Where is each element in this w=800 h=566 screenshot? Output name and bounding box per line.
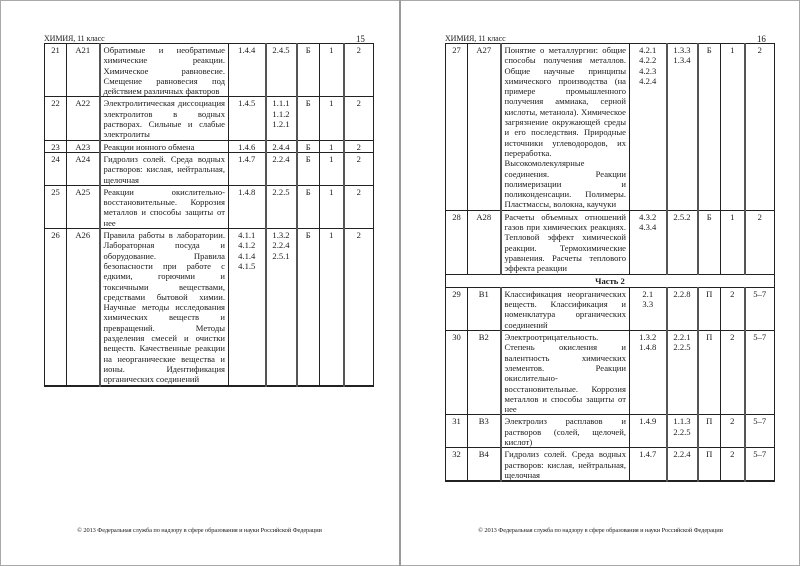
code-value: 2.4.4 [272,141,290,152]
task-description: Понятие о металлургии: общие способы получения металлов. Общие научные принципы химического производства (на примере промышленного получения аммиака, серной кислоты, метанола). Химическое загрязнение окружающей среды и его последствия. Природные источники углеводородов, их переработка. Высокомолекулярные соединения. Реакции полимеризации и поликонденсации. Полимеры. Пластмассы, волокна, каучуки [501,44,630,211]
difficulty-level: Б [297,44,320,97]
max-score: 1 [320,152,344,185]
content-codes [229,152,266,185]
table-row [45,185,374,228]
task-code: B2 [468,331,501,415]
time-minutes: 2 [344,229,374,386]
skill-codes [266,97,297,140]
skill-codes [667,415,698,448]
page-15 [0,0,399,566]
skill-codes [266,140,297,152]
table-row [446,210,775,274]
skill-codes [667,210,698,274]
max-score: 1 [320,97,344,140]
task-code: A24 [67,152,100,185]
time-minutes: 2 [344,152,374,185]
content-codes [630,287,667,330]
code-value: 2.2.5 [673,342,691,353]
code-value: 1.4.4 [238,45,256,55]
difficulty-level: Б [297,185,320,228]
task-number: 23 [45,140,67,152]
task-number: 26 [45,229,67,386]
skill-codes [667,44,698,211]
skill-codes [266,44,297,97]
max-score: 1 [320,44,344,97]
code-value: 2.2.8 [673,288,691,299]
code-value: 4.2.1 [639,45,657,55]
table-row [45,97,374,140]
task-code: A26 [67,229,100,386]
difficulty-level: П [698,415,721,448]
table-row [446,448,775,481]
task-number: 32 [446,448,468,481]
spec-table [44,43,374,387]
task-number: 31 [446,415,468,448]
content-codes [229,140,266,152]
content-codes [229,44,266,97]
task-code: A21 [67,44,100,97]
skill-codes [667,331,698,415]
task-number: 28 [446,210,468,274]
code-value: 1.4.7 [238,153,256,164]
table-row [45,44,374,97]
max-score: 1 [721,210,745,274]
table-row [45,140,374,152]
code-value: 1.3.2 [639,332,657,343]
difficulty-level: Б [297,97,320,140]
max-score: 1 [721,44,745,211]
task-description: Гидролиз солей. Среда водных растворов: кислая, нейтральная, щелочная [100,152,229,185]
task-description: Расчеты объемных отношений газов при химических реакциях. Тепловой эффект химической реакции. Термохимические уравнения. Расчеты теплового эффекта реакции [501,210,630,274]
code-value: 2.5.2 [673,211,691,222]
code-value: 1.4.8 [639,342,657,353]
task-number: 27 [446,44,468,211]
table-row [446,331,775,415]
skill-codes [266,229,297,386]
skill-codes [266,185,297,228]
code-value: 2.2.4 [272,240,290,251]
code-value: 1.1.2 [272,108,290,119]
code-value: 1.2.1 [272,119,290,130]
page-16 [401,0,800,566]
code-value: 1.1.1 [272,98,290,109]
code-value: 2.1 [642,288,654,299]
code-value: 4.3.2 [639,211,657,222]
task-description: Гидролиз солей. Среда водных растворов: кислая, нейтральная, щелочная [501,448,630,481]
difficulty-level: П [698,287,721,330]
max-score: 1 [320,229,344,386]
code-value: 4.2.4 [639,75,657,86]
difficulty-level: П [698,448,721,481]
running-header: ХИМИЯ, 11 класс [44,34,105,43]
task-code: A22 [67,97,100,140]
task-description: Электролиз расплавов и растворов (солей, щелочей, кислот) [501,415,630,448]
code-value: 4.1.5 [238,260,256,271]
running-header: ХИМИЯ, 11 класс [445,34,506,43]
time-minutes: 5–7 [745,448,775,481]
code-value: 1.1.3 [673,416,691,427]
task-description: Электролитическая диссоциация электролитов в водных растворах. Сильные и слабые электролиты [100,97,229,140]
page-footer: © 2013 Федеральная служба по надзору в сфере образования и науки Российской Федерации [77,527,322,534]
task-code: B4 [468,448,501,481]
code-value: 2.5.1 [272,250,290,261]
code-value: 1.4.6 [238,141,256,152]
table-row [446,415,775,448]
task-number: 24 [45,152,67,185]
max-score: 1 [320,140,344,152]
code-value: 1.3.4 [673,55,691,66]
code-value: 4.2.3 [639,65,657,76]
task-code: A27 [468,44,501,211]
part-heading: Часть 2 [446,274,775,287]
code-value: 2.2.5 [272,186,290,197]
content-codes [630,448,667,481]
code-value: 1.4.5 [238,98,256,109]
code-value: 1.4.7 [639,449,657,460]
time-minutes: 2 [344,140,374,152]
code-value: 4.1.2 [238,240,256,251]
task-description: Реакции ионного обмена [100,140,229,152]
difficulty-level: П [698,331,721,415]
code-value: 1.4.8 [238,186,256,197]
code-value: 2.2.4 [673,449,691,460]
time-minutes: 5–7 [745,287,775,330]
code-value: 2.2.5 [673,426,691,437]
task-number: 30 [446,331,468,415]
task-code: B3 [468,415,501,448]
content-codes [229,185,266,228]
time-minutes: 2 [344,44,374,97]
time-minutes: 2 [344,97,374,140]
max-score: 2 [721,448,745,481]
task-number: 25 [45,185,67,228]
content-codes [630,210,667,274]
part-heading-row [446,274,775,287]
page-footer: © 2013 Федеральная служба по надзору в сфере образования и науки Российской Федерации [478,527,723,534]
code-value: 2.2.1 [673,332,691,343]
time-minutes: 2 [745,210,775,274]
task-code: A25 [67,185,100,228]
page-number: 15 [356,34,365,44]
code-value: 4.3.4 [639,222,657,233]
code-value: 2.4.5 [272,45,290,55]
task-code: A23 [67,140,100,152]
content-codes [630,44,667,211]
skill-codes [266,152,297,185]
time-minutes: 2 [344,185,374,228]
difficulty-level: Б [698,210,721,274]
max-score: 2 [721,287,745,330]
table-row [446,44,775,211]
time-minutes: 2 [745,44,775,211]
max-score: 1 [320,185,344,228]
task-description: Классификация неорганических веществ. Классификация и номенклатура органических соединений [501,287,630,330]
difficulty-level: Б [297,229,320,386]
task-number: 21 [45,44,67,97]
max-score: 2 [721,415,745,448]
task-number: 29 [446,287,468,330]
content-codes [630,331,667,415]
content-codes [229,229,266,386]
skill-codes [667,287,698,330]
code-value: 4.1.4 [238,250,256,261]
task-description: Электроотрицательность. Степень окисления и валентность химических элементов. Реакции окислительно-восстановительные. Коррозия металлов и способы защиты от нее [501,331,630,415]
difficulty-level: Б [698,44,721,211]
task-description: Правила работы в лаборатории. Лабораторная посуда и оборудование. Правила безопасности при работе с едкими, горючими и токсичными веществами, средствами бытовой химии. Научные методы исследования химических веществ и превращений. Методы разделения смесей и очистки веществ. Качественные реакции на неорганические вещества и ионы. Идентификация органических соединений [100,229,229,386]
task-number: 22 [45,97,67,140]
time-minutes: 5–7 [745,415,775,448]
task-description: Обратимые и необратимые химические реакции. Химическое равновесие. Смещение равновесия под действием различных факторов [100,44,229,97]
table-row [45,152,374,185]
skill-codes [667,448,698,481]
time-minutes: 5–7 [745,331,775,415]
max-score: 2 [721,331,745,415]
task-description: Реакции окислительно-восстановительные. Коррозия металлов и способы защиты от нее [100,185,229,228]
code-value: 2.2.4 [272,153,290,164]
code-value: 1.3.2 [272,230,290,241]
content-codes [229,97,266,140]
content-codes [630,415,667,448]
code-value: 4.2.2 [639,55,657,66]
code-value: 1.3.3 [673,45,691,55]
table-row [446,287,775,330]
difficulty-level: Б [297,152,320,185]
table-row [45,229,374,386]
code-value: 4.1.1 [238,230,256,241]
task-code: A28 [468,210,501,274]
difficulty-level: Б [297,140,320,152]
page-number: 16 [757,34,766,44]
spec-table [445,43,775,482]
code-value: 3.3 [642,299,654,310]
code-value: 1.4.9 [639,416,657,427]
task-code: B1 [468,287,501,330]
